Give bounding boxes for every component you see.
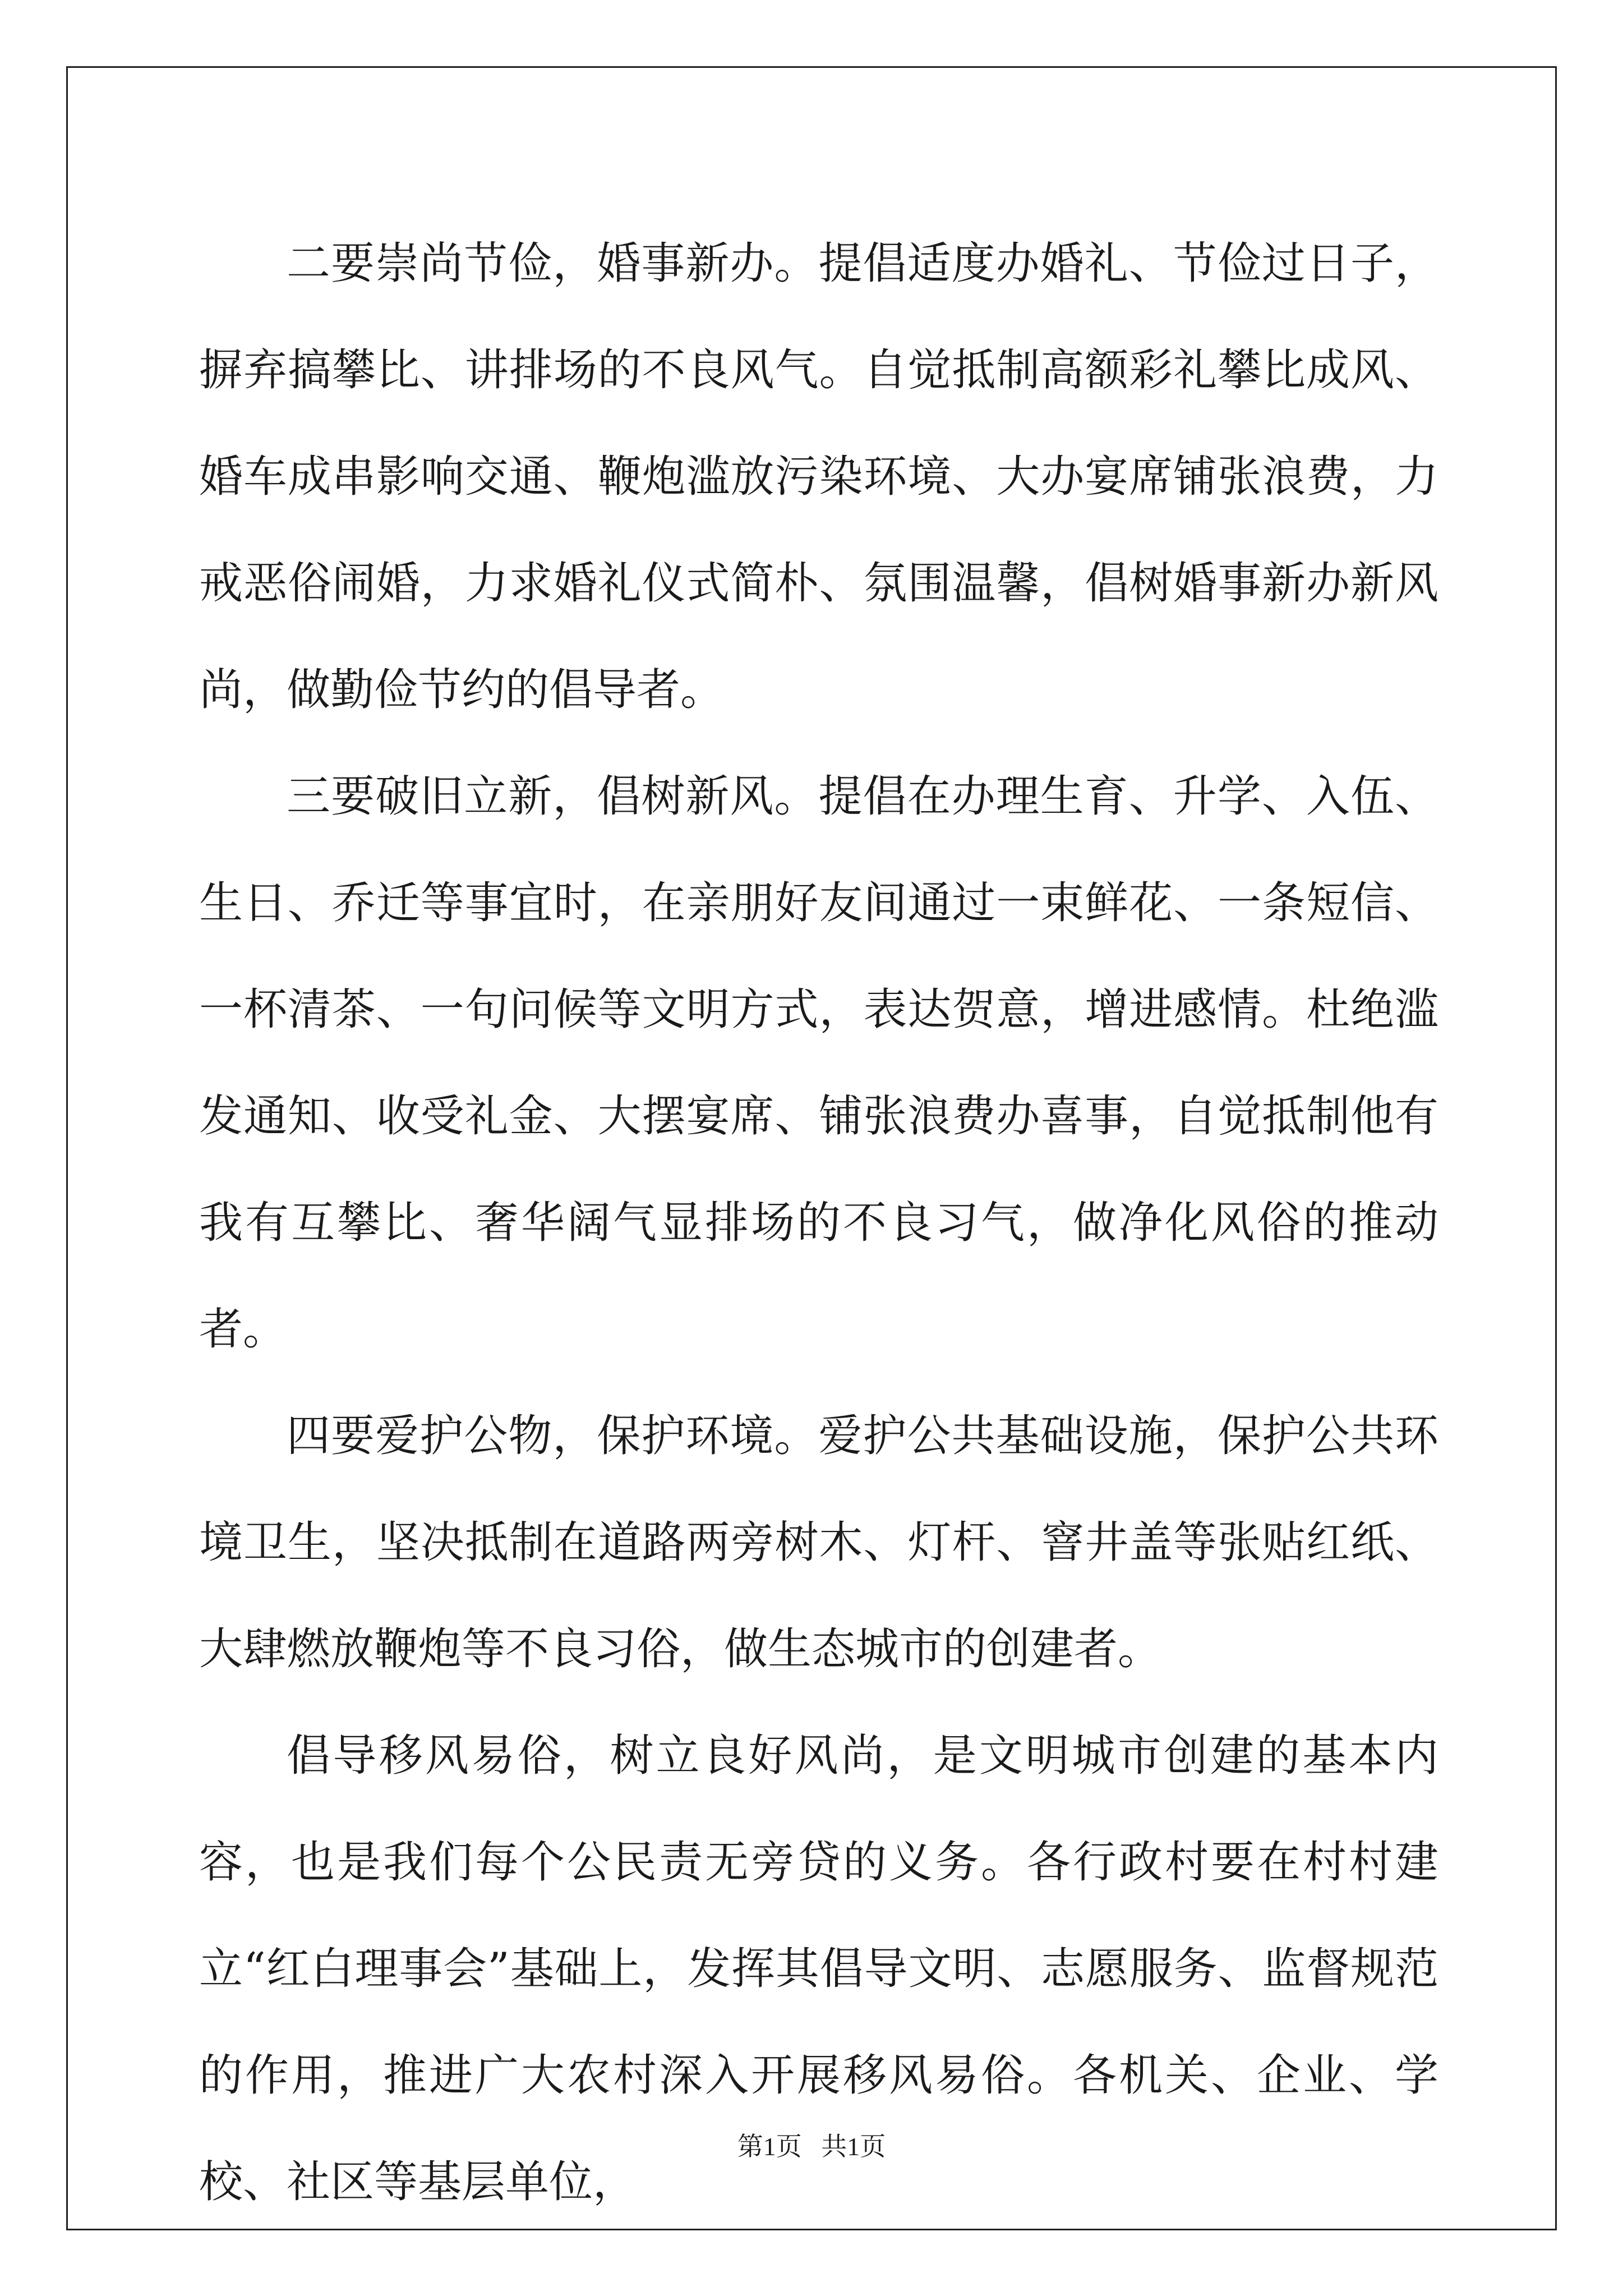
paragraph-conclusion: 倡导移风易俗，树立良好风尚，是文明城市创建的基本内容，也是我们每个公民责无旁贷的义务。各行政村要在村村建立“红白理事会”基础上，发挥其倡导文明、志愿服务、监督规范的作用，推进广大农村深入开展移风易俗。各机关、企业、学校、社区等基层单位， <box>199 1731 1438 2207</box>
paragraph-protect-environment: 四要爱护公物，保护环境。爱护公共基础设施，保护公共环境卫生，坚决抵制在道路两旁树木、灯杆、窨井盖等张贴红纸、大肆燃放鞭炮等不良习俗，做生态城市的创建者。 <box>199 1411 1438 1674</box>
page-footer: 第1页 共1页 <box>737 2132 886 2161</box>
document-body <box>199 210 1438 2235</box>
paragraph-frugal-wedding: 二要崇尚节俭，婚事新办。提倡适度办婚礼、节俭过日子，摒弃搞攀比、讲排场的不良风气。自觉抵制高额彩礼攀比成风、婚车成串影响交通、鞭炮滥放污染环境、大办宴席铺张浪费，力戒恶俗闹婚，力求婚礼仪式简朴、氛围温馨，倡树婚事新办新风尚，做勤俭节约的倡导者。 <box>199 238 1438 715</box>
paragraph-new-customs: 三要破旧立新，倡树新风。提倡在办理生育、升学、入伍、生日、乔迁等事宜时，在亲朋好友间通过一束鲜花、一条短信、一杯清茶、一句问候等文明方式，表达贺意，增进感情。杜绝滥发通知、收受礼金、大摆宴席、铺张浪费办喜事，自觉抵制他有我有互攀比、奢华阔气显排场的不良习气，做净化风俗的推动者。 <box>199 771 1438 1355</box>
